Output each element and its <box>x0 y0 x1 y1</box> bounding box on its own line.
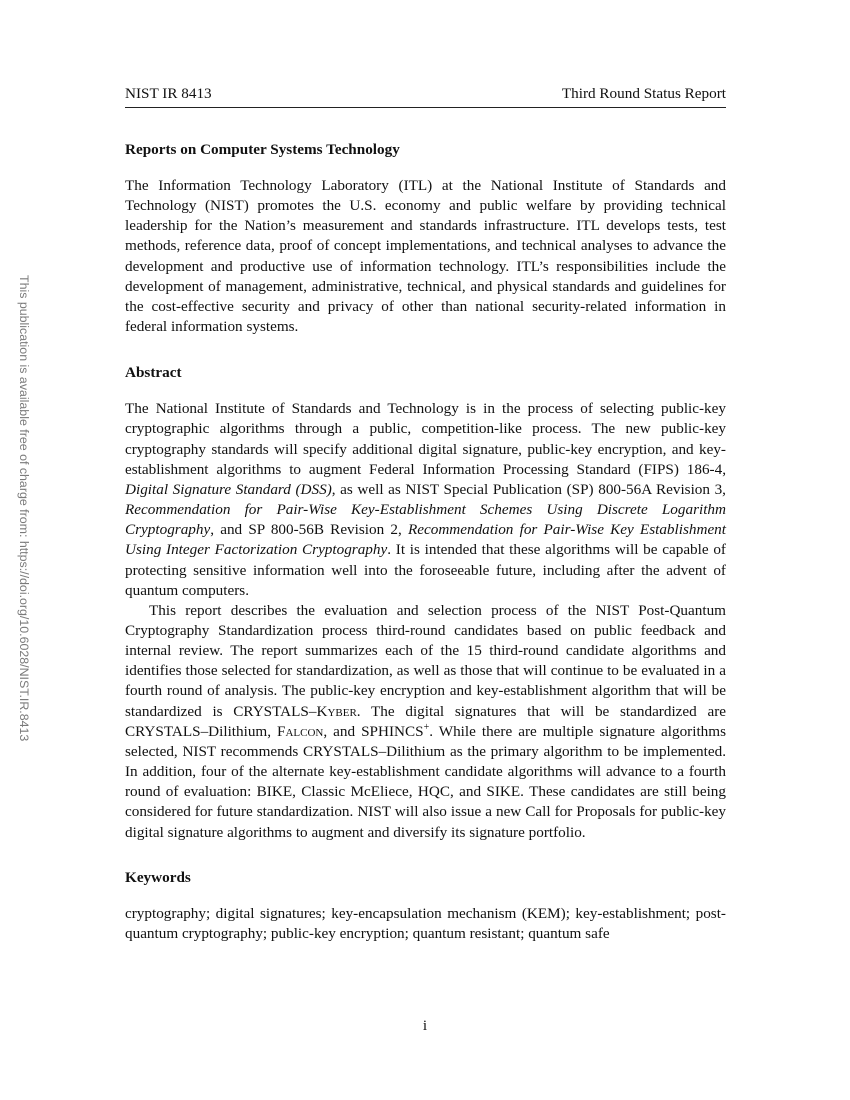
abstract-p2-text-3: , and SPHINCS <box>323 722 424 740</box>
abstract-p1-text-2: , as well as NIST Special Publication (SP) 800-56A Revision 3, <box>331 480 726 498</box>
header-report-title: Third Round Status Report <box>561 85 726 102</box>
sp-800-56a-title: Recommendation for Pair-Wise Key-Establishment Schemes Using Discrete Logarithm Cryptography <box>125 501 726 539</box>
fips-title: Digital Signature Standard (DSS) <box>125 480 332 498</box>
page-content <box>125 140 726 944</box>
abstract-paragraph-2 <box>125 601 726 843</box>
sphincs-plus-superscript: + <box>423 721 430 733</box>
kyber-name: Kyber <box>316 702 357 720</box>
availability-side-note: This publication is available free of charge from: https://doi.org/10.6028/NIST.IR.8413 <box>17 275 31 742</box>
header-report-id: NIST IR 8413 <box>125 85 212 102</box>
abstract-p2-text-4: . While there are multiple signature algorithms selected, NIST recommends CRYSTALS–Dilithium as the primary algorithm to be implemented. In addition, four of the alternate key-establishment candidate algorithms will advance to a fourth round of evaluation: BIKE, Classic McEliece, HQC, and SIKE. These candidates are still being considered for future standardization. NIST will also issue a new Call for Proposals for public-key digital signature algorithms to augment and diversify its signature portfolio. <box>125 722 726 841</box>
abstract-p1-text-4: . It is intended that these algorithms will be capable of protecting sensitive information well into the foroseeable future, including after the advent of quantum computers. <box>125 541 726 599</box>
header-rule <box>125 107 726 108</box>
abstract-paragraph-1 <box>125 399 726 601</box>
page-number: i <box>422 1017 428 1034</box>
abstract-heading: Abstract <box>125 364 182 382</box>
keywords-list: cryptography; digital signatures; key-encapsulation mechanism (KEM); key-establishment; post-quantum cryptography; public-key encryption; quantum resistant; quantum safe <box>125 904 726 942</box>
sp-800-56b-title: Recommendation for Pair-Wise Key Establishment Using Integer Factorization Cryptography <box>125 521 726 559</box>
abstract-p1-text-1: The National Institute of Standards and Technology is in the process of selecting public-key cryptographic algorithms through a public, competition-like process. The new public-key cryptography standards will specify additional digital signature, public-key encryption, and key-establishment algorithms to augment Federal Information Processing Standard (FIPS) 186-4, <box>125 400 726 478</box>
reports-heading: Reports on Computer Systems Technology <box>125 141 400 158</box>
running-header <box>125 84 726 104</box>
abstract-p2-text-1: This report describes the evaluation and selection process of the NIST Post-Quantum Cryptography Standardization process third-round candidates based on public feedback and internal review. The report summarizes each of the 15 third-round candidate algorithms and identifies those selected for standardization, as well as those that will continue to be evaluated in a fourth round of analysis. The public-key encryption and key-establishment algorithm that will be standardized is CRYSTALS– <box>125 601 726 720</box>
abstract-p2-text-2: . The digital signatures that will be standardized are CRYSTALS–Dilithium, <box>125 702 727 740</box>
reports-paragraph: The Information Technology Laboratory (ITL) at the National Institute of Standards and Technology (NIST) promotes the U.S. economy and public welfare by providing technical leadership for the Nation’s measurement and standards infrastructure. ITL develops tests, test methods, reference data, proof of concept implementations, and technical analyses to advance the development and productive use of information technology. ITL’s responsibilities include the development of management, administrative, technical, and physical standards and guidelines for the cost-effective security and privacy of other than national security-related information in federal information systems. <box>125 177 726 336</box>
abstract-p1-text-3: , and SP 800-56B Revision 2, <box>210 521 408 539</box>
keywords-heading: Keywords <box>125 868 191 886</box>
falcon-name: Falcon <box>277 722 324 740</box>
